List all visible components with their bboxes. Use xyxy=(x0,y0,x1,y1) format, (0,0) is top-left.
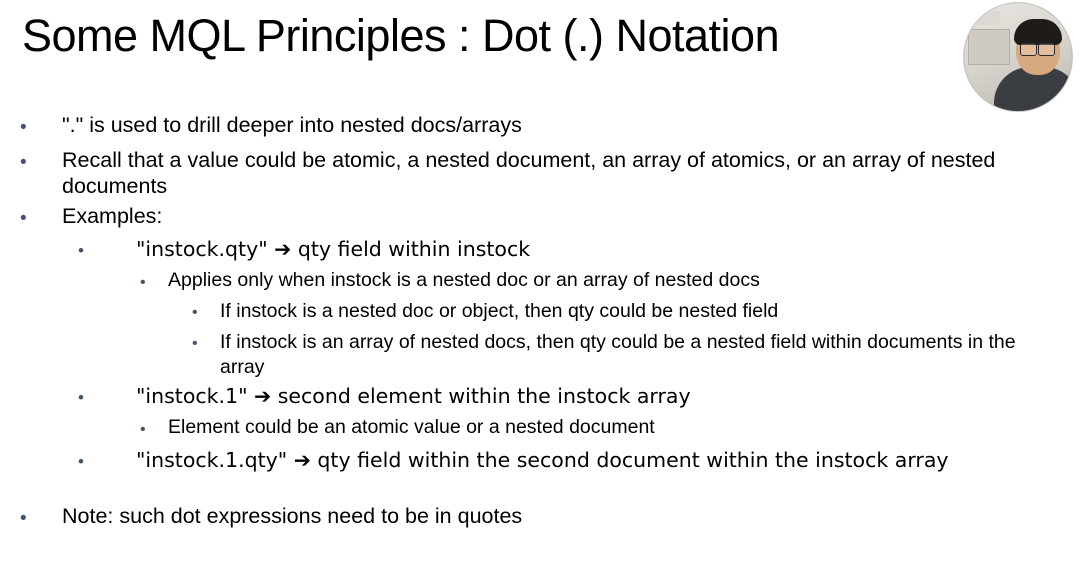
slide-body-list xyxy=(0,112,1081,538)
sublist-level3 xyxy=(0,268,1081,380)
list-item xyxy=(0,447,1081,477)
list-item xyxy=(0,236,1081,380)
bullet-icon: • xyxy=(20,117,27,138)
list-item-text: If instock is an array of nested docs, then qty could be a nested field within documents in the array xyxy=(220,331,1016,378)
bullet-icon: • xyxy=(140,421,146,438)
list-item xyxy=(0,330,1081,380)
sublist-level3 xyxy=(0,415,1081,444)
webcam-shelf xyxy=(968,29,1010,65)
list-item xyxy=(0,299,1081,327)
webcam-person-glasses-right xyxy=(1038,43,1055,56)
list-item xyxy=(0,268,1081,380)
list-item-text: Applies only when instock is a nested doc or an array of nested docs xyxy=(168,269,760,291)
bullet-icon: • xyxy=(20,508,27,529)
bullet-icon: • xyxy=(20,152,27,173)
list-item-text: Element could be an atomic value or a nested document xyxy=(168,416,655,438)
bullet-icon: • xyxy=(78,388,84,407)
webcam-person-glasses-left xyxy=(1020,43,1037,56)
list-item xyxy=(0,383,1081,444)
bullet-icon: • xyxy=(20,208,27,229)
list-item xyxy=(0,147,1081,199)
list-spacer xyxy=(0,481,1081,503)
presenter-webcam-video xyxy=(963,2,1073,112)
webcam-shelf-top xyxy=(970,11,1000,25)
list-item-text: Recall that a value could be atomic, a nested document, an array of atomics, or an array of nested documents xyxy=(62,148,996,198)
list-item xyxy=(0,112,1081,143)
list-item-text: "instock.qty" ➔ qty field within instock xyxy=(136,237,531,261)
list-item-text: Note: such dot expressions need to be in quotes xyxy=(62,504,523,528)
bullet-icon: • xyxy=(192,335,198,352)
bullet-icon: • xyxy=(78,241,84,260)
bullet-icon: • xyxy=(192,304,198,321)
list-item-text: "instock.1.qty" ➔ qty field within the second document within the instock array xyxy=(136,448,949,472)
list-item-text: "." is used to drill deeper into nested docs/arrays xyxy=(62,113,522,137)
bullet-icon: • xyxy=(78,452,84,471)
list-item xyxy=(0,503,1081,534)
bullet-icon: • xyxy=(140,274,146,291)
sublist-level4 xyxy=(0,299,1081,380)
list-item-text: If instock is a nested doc or object, then qty could be nested field xyxy=(220,300,779,322)
list-item xyxy=(0,203,1081,477)
webcam-person-hair xyxy=(1014,19,1062,45)
list-item xyxy=(0,415,1081,444)
page-title: Some MQL Principles : Dot (.) Notation xyxy=(22,10,780,61)
list-item-text: Examples: xyxy=(62,204,163,228)
list-item-text: "instock.1" ➔ second element within the instock array xyxy=(136,384,691,408)
sublist-level2 xyxy=(0,236,1081,477)
